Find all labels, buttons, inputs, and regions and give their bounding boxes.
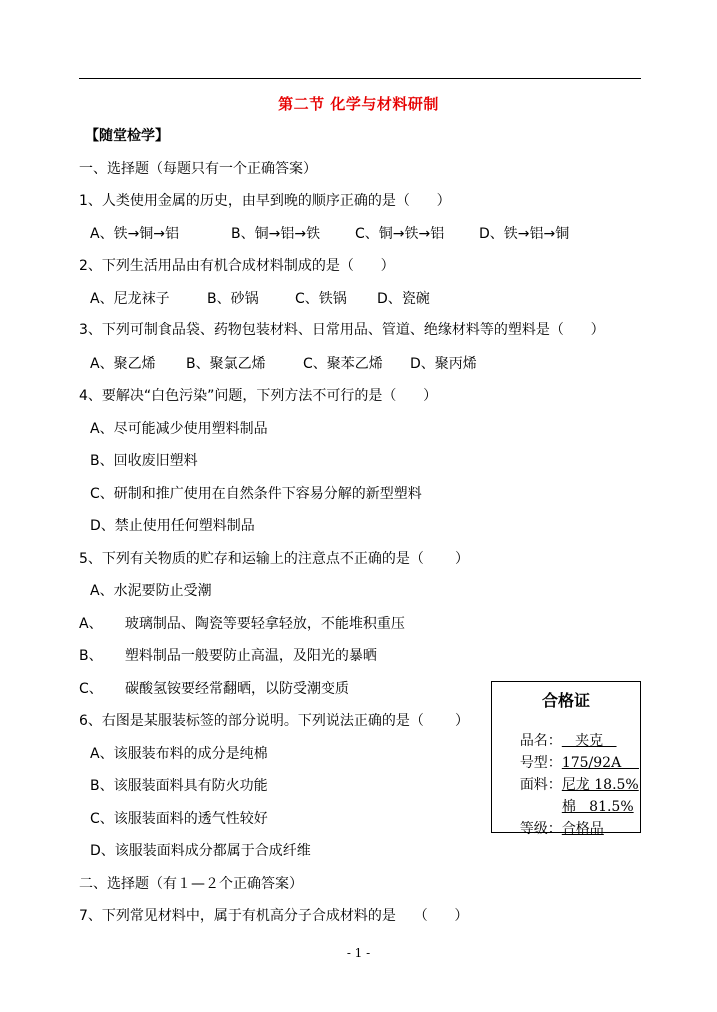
option-d: D、禁止使用任何塑料制品 <box>90 518 255 534</box>
garment-label-box <box>491 681 641 837</box>
option-b: B、砂锅 <box>207 291 259 307</box>
label-name-key: 品名： <box>519 733 562 749</box>
section-heading: 【随堂检学】 <box>85 128 169 144</box>
option-a: A、水泥要防止受潮 <box>90 583 212 599</box>
option-c: C、 碳酸氢铵要经常翻晒，以防受潮变质 <box>79 681 350 697</box>
label-size-key: 号型： <box>519 755 562 771</box>
question-5: 5、下列有关物质的贮存和运输上的注意点不正确的是（ ） <box>79 551 470 567</box>
question-3: 3、下列可制食品袋、药物包装材料、日常用品、管道、绝缘材料等的塑料是（ ） <box>79 322 605 338</box>
option-c: C、研制和推广使用在自然条件下容易分解的新型塑料 <box>90 486 422 502</box>
option-a: A、铁→铜→铝 <box>90 226 180 242</box>
option-b: B、聚氯乙烯 <box>186 356 266 372</box>
option-a: A、尽可能减少使用塑料制品 <box>90 421 268 437</box>
part2-heading: 二、选择题（有１—２个正确答案） <box>79 876 303 892</box>
label-grade-value: 合格品 <box>561 821 604 837</box>
question-2: 2、下列生活用品由有机合成材料制成的是（ ） <box>79 258 395 274</box>
label-title: 合格证 <box>541 691 590 710</box>
label-grade-key: 等级： <box>519 821 562 837</box>
part1-heading: 一、选择题（每题只有一个正确答案） <box>79 161 317 177</box>
option-d: D、铁→铝→铜 <box>479 226 570 242</box>
option-c: C、铜→铁→铝 <box>355 226 445 242</box>
label-name-value: 夹克 <box>561 733 617 749</box>
option-d: D、瓷碗 <box>377 291 430 307</box>
section-title: 第二节 化学与材料研制 <box>278 95 439 113</box>
option-a2: A、 玻璃制品、陶瓷等要轻拿轻放，不能堆积重压 <box>79 616 405 632</box>
option-b: B、回收废旧塑料 <box>90 453 198 469</box>
option-c: C、铁锅 <box>295 291 347 307</box>
question-4: 4、要解决“白色污染”问题，下列方法不可行的是（ ） <box>79 388 438 404</box>
question-1: 1、人类使用金属的历史，由早到晚的顺序正确的是（ ） <box>79 193 451 209</box>
option-d: D、聚丙烯 <box>410 356 477 372</box>
option-b: B、 塑料制品一般要防止高温，及阳光的暴晒 <box>79 648 377 664</box>
option-a: A、聚乙烯 <box>90 356 156 372</box>
label-fabric-value-2: 棉 81.5% <box>561 799 634 815</box>
option-a: A、该服装布料的成分是纯棉 <box>90 746 268 762</box>
question-6: 6、右图是某服装标签的部分说明。下列说法正确的是（ ） <box>79 713 470 729</box>
option-d: D、该服装面料成分都属于合成纤维 <box>90 843 311 859</box>
option-a: A、尼龙袜子 <box>90 291 170 307</box>
header-rule <box>79 78 641 79</box>
option-c: C、该服装面料的透气性较好 <box>90 811 268 827</box>
option-c: C、聚苯乙烯 <box>303 356 383 372</box>
option-b: B、铜→铝→铁 <box>231 226 321 242</box>
option-b: B、该服装面料具有防火功能 <box>90 778 268 794</box>
label-grade-row <box>502 802 604 854</box>
question-7: 7、下列常见材料中，属于有机高分子合成材料的是 （ ） <box>79 908 469 924</box>
label-size-value: 175/92A <box>561 755 639 771</box>
page-number: - 1 - <box>346 946 371 960</box>
label-fabric-key: 面料： <box>519 777 562 793</box>
label-fabric-value-1: 尼龙 18.5% <box>561 777 639 793</box>
